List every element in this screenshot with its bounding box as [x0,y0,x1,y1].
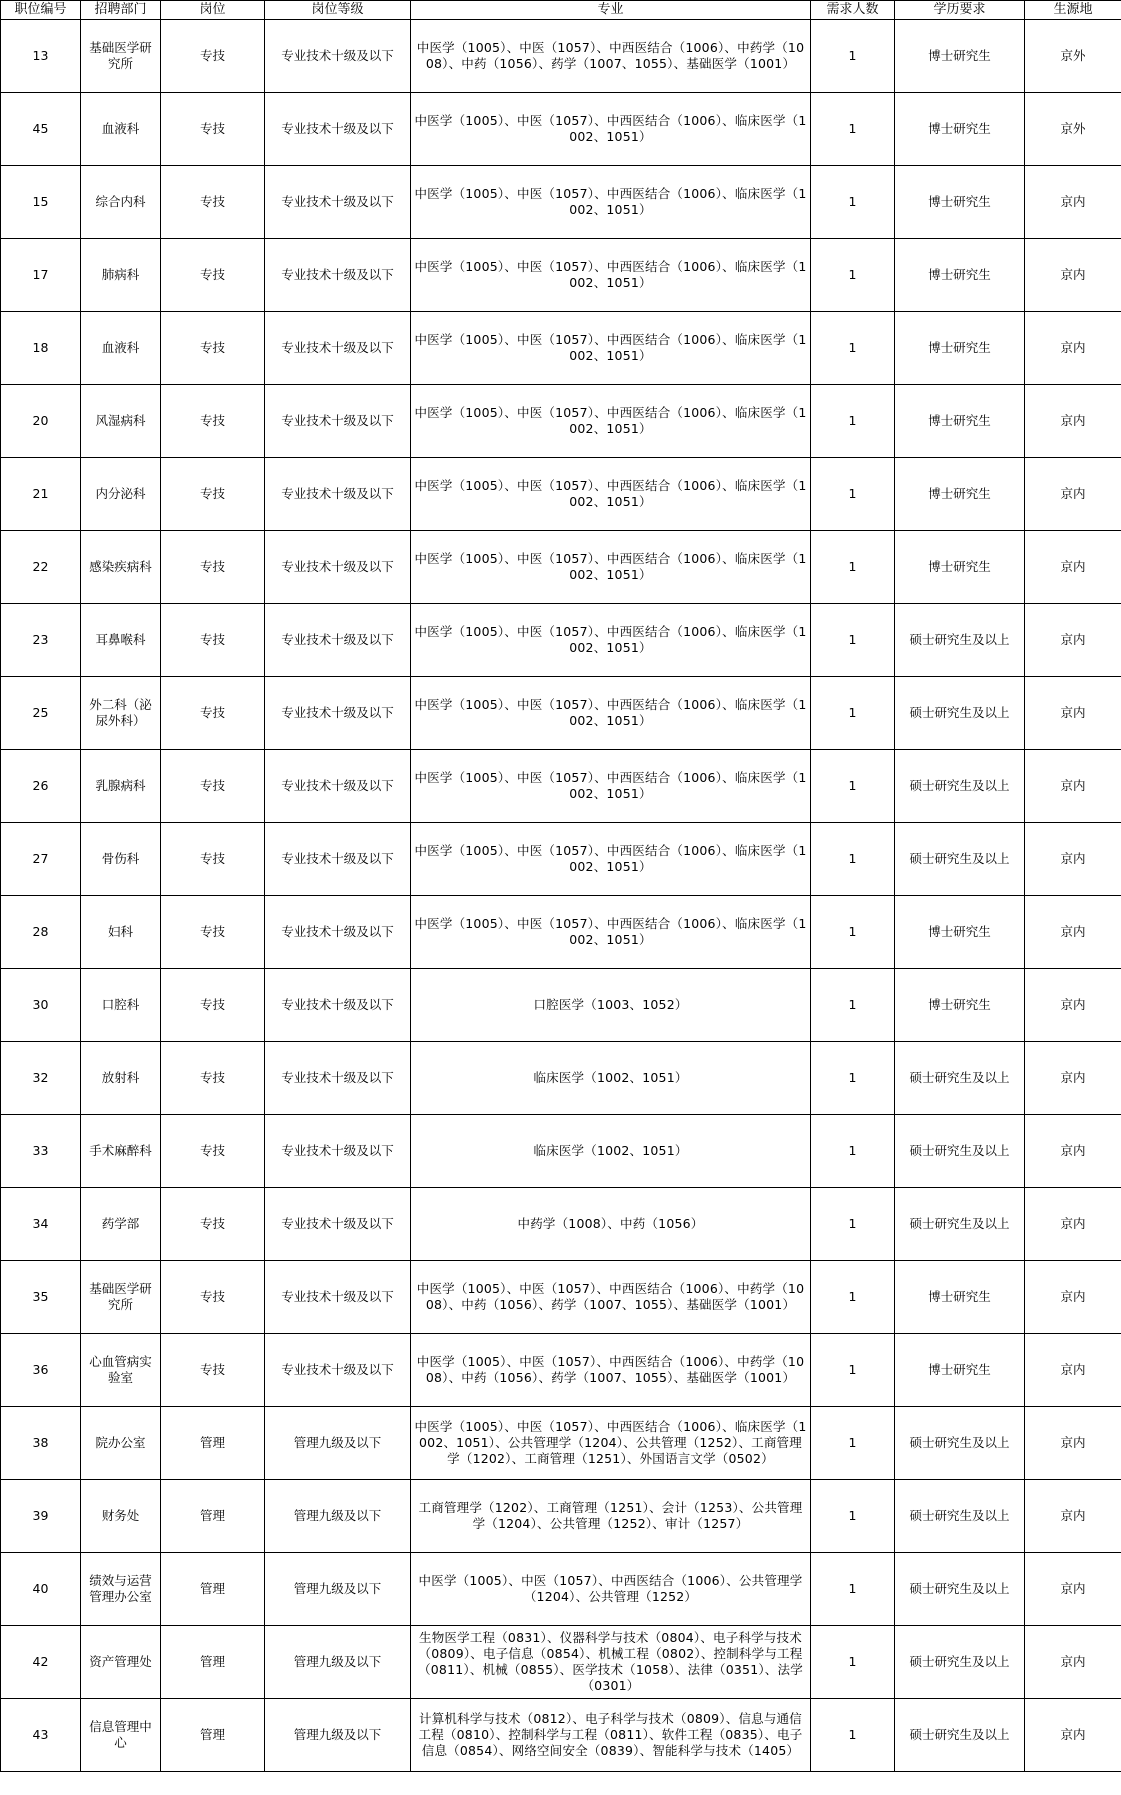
cell-count: 1 [811,677,895,750]
cell-post: 专技 [161,385,265,458]
cell-dept: 耳鼻喉科 [81,604,161,677]
table-row [1,20,1121,93]
cell-level: 管理九级及以下 [265,1553,411,1626]
cell-edu: 硕士研究生及以上 [895,1480,1025,1553]
cell-count: 1 [811,458,895,531]
header-edu: 学历要求 [895,1,1025,20]
cell-dept: 财务处 [81,1480,161,1553]
cell-id: 27 [1,823,81,896]
cell-major: 口腔医学（1003、1052） [411,969,811,1042]
cell-edu: 博士研究生 [895,166,1025,239]
cell-origin: 京内 [1025,750,1121,823]
cell-id: 26 [1,750,81,823]
cell-count: 1 [811,1699,895,1772]
cell-id: 34 [1,1188,81,1261]
cell-post: 专技 [161,531,265,604]
cell-dept: 基础医学研究所 [81,20,161,93]
cell-id: 45 [1,93,81,166]
cell-level: 专业技术十级及以下 [265,93,411,166]
cell-origin: 京内 [1025,677,1121,750]
cell-post: 管理 [161,1407,265,1480]
cell-origin: 京内 [1025,1699,1121,1772]
cell-level: 专业技术十级及以下 [265,823,411,896]
cell-origin: 京内 [1025,1261,1121,1334]
cell-level: 专业技术十级及以下 [265,385,411,458]
cell-dept: 基础医学研究所 [81,1261,161,1334]
cell-dept: 血液科 [81,312,161,385]
cell-count: 1 [811,604,895,677]
cell-level: 专业技术十级及以下 [265,312,411,385]
header-dept: 招聘部门 [81,1,161,20]
cell-post: 管理 [161,1480,265,1553]
cell-id: 22 [1,531,81,604]
cell-major: 计算机科学与技术（0812）、电子科学与技术（0809）、信息与通信工程（0810）、控制科学与工程（0811）、软件工程（0835）、电子信息（0854）、网络空间安全（0839）、智能科学与技术（1405） [411,1699,811,1772]
table-row [1,896,1121,969]
table-row [1,1115,1121,1188]
cell-origin: 京内 [1025,823,1121,896]
cell-post: 专技 [161,823,265,896]
cell-origin: 京内 [1025,1115,1121,1188]
cell-post: 专技 [161,239,265,312]
cell-origin: 京内 [1025,896,1121,969]
table-body [1,20,1121,1772]
cell-origin: 京内 [1025,531,1121,604]
cell-dept: 肺病科 [81,239,161,312]
cell-post: 管理 [161,1626,265,1699]
cell-count: 1 [811,1407,895,1480]
cell-post: 管理 [161,1699,265,1772]
cell-edu: 博士研究生 [895,1334,1025,1407]
cell-major: 工商管理学（1202）、工商管理（1251）、会计（1253）、公共管理学（1204）、公共管理（1252）、审计（1257） [411,1480,811,1553]
cell-major: 生物医学工程（0831）、仪器科学与技术（0804）、电子科学与技术（0809）、电子信息（0854）、机械工程（0802）、控制科学与工程（0811）、机械（0855）、医学技术（1058）、法律（0351）、法学（0301） [411,1626,811,1699]
cell-dept: 信息管理中心 [81,1699,161,1772]
cell-count: 1 [811,969,895,1042]
cell-count: 1 [811,531,895,604]
cell-dept: 绩效与运营管理办公室 [81,1553,161,1626]
cell-count: 1 [811,1626,895,1699]
cell-count: 1 [811,1553,895,1626]
cell-id: 25 [1,677,81,750]
table-row [1,823,1121,896]
cell-id: 15 [1,166,81,239]
cell-count: 1 [811,1480,895,1553]
header-post: 岗位 [161,1,265,20]
cell-level: 专业技术十级及以下 [265,1261,411,1334]
cell-dept: 手术麻醉科 [81,1115,161,1188]
cell-dept: 乳腺病科 [81,750,161,823]
cell-count: 1 [811,1115,895,1188]
cell-count: 1 [811,896,895,969]
cell-edu: 博士研究生 [895,312,1025,385]
cell-major: 中医学（1005）、中医（1057）、中西医结合（1006）、临床医学（1002、1051） [411,531,811,604]
table-row [1,1042,1121,1115]
cell-major: 中药学（1008）、中药（1056） [411,1188,811,1261]
cell-post: 专技 [161,458,265,531]
cell-id: 42 [1,1626,81,1699]
cell-edu: 博士研究生 [895,385,1025,458]
cell-level: 专业技术十级及以下 [265,1042,411,1115]
cell-major: 中医学（1005）、中医（1057）、中西医结合（1006）、公共管理学（1204）、公共管理（1252） [411,1553,811,1626]
cell-origin: 京内 [1025,1480,1121,1553]
cell-post: 专技 [161,312,265,385]
cell-dept: 药学部 [81,1188,161,1261]
cell-post: 专技 [161,604,265,677]
cell-edu: 博士研究生 [895,969,1025,1042]
cell-count: 1 [811,239,895,312]
cell-origin: 京外 [1025,93,1121,166]
cell-origin: 京内 [1025,385,1121,458]
cell-id: 23 [1,604,81,677]
table-row [1,312,1121,385]
cell-post: 专技 [161,1042,265,1115]
cell-edu: 博士研究生 [895,896,1025,969]
table-row [1,1626,1121,1699]
cell-dept: 内分泌科 [81,458,161,531]
cell-dept: 放射科 [81,1042,161,1115]
table-row [1,1188,1121,1261]
cell-major: 中医学（1005）、中医（1057）、中西医结合（1006）、中药学（1008）、中药（1056）、药学（1007、1055）、基础医学（1001） [411,1334,811,1407]
cell-major: 中医学（1005）、中医（1057）、中西医结合（1006）、临床医学（1002、1051） [411,458,811,531]
cell-dept: 风湿病科 [81,385,161,458]
cell-dept: 感染疾病科 [81,531,161,604]
header-major: 专业 [411,1,811,20]
cell-id: 17 [1,239,81,312]
cell-origin: 京内 [1025,312,1121,385]
cell-origin: 京内 [1025,604,1121,677]
cell-id: 13 [1,20,81,93]
cell-edu: 硕士研究生及以上 [895,1042,1025,1115]
header-id: 职位编号 [1,1,81,20]
cell-level: 专业技术十级及以下 [265,1188,411,1261]
cell-level: 管理九级及以下 [265,1407,411,1480]
cell-level: 专业技术十级及以下 [265,604,411,677]
cell-id: 43 [1,1699,81,1772]
cell-count: 1 [811,93,895,166]
cell-major: 临床医学（1002、1051） [411,1115,811,1188]
table-header-row [1,1,1121,20]
table-row [1,93,1121,166]
cell-level: 专业技术十级及以下 [265,458,411,531]
cell-count: 1 [811,1042,895,1115]
cell-major: 中医学（1005）、中医（1057）、中西医结合（1006）、中药学（1008）、中药（1056）、药学（1007、1055）、基础医学（1001） [411,1261,811,1334]
cell-edu: 硕士研究生及以上 [895,1188,1025,1261]
table-row [1,239,1121,312]
cell-edu: 硕士研究生及以上 [895,1553,1025,1626]
cell-major: 中医学（1005）、中医（1057）、中西医结合（1006）、临床医学（1002、1051） [411,312,811,385]
cell-post: 管理 [161,1553,265,1626]
cell-major: 中医学（1005）、中医（1057）、中西医结合（1006）、临床医学（1002、1051） [411,823,811,896]
cell-id: 36 [1,1334,81,1407]
cell-level: 专业技术十级及以下 [265,239,411,312]
cell-level: 专业技术十级及以下 [265,531,411,604]
cell-level: 管理九级及以下 [265,1699,411,1772]
cell-id: 21 [1,458,81,531]
table-row [1,1407,1121,1480]
cell-count: 1 [811,166,895,239]
table-row [1,750,1121,823]
cell-level: 专业技术十级及以下 [265,969,411,1042]
cell-edu: 博士研究生 [895,1261,1025,1334]
cell-major: 中医学（1005）、中医（1057）、中西医结合（1006）、临床医学（1002、1051） [411,677,811,750]
cell-count: 1 [811,312,895,385]
cell-level: 管理九级及以下 [265,1480,411,1553]
cell-count: 1 [811,20,895,93]
table-row [1,1553,1121,1626]
cell-dept: 院办公室 [81,1407,161,1480]
table-row [1,166,1121,239]
cell-level: 专业技术十级及以下 [265,1334,411,1407]
cell-origin: 京内 [1025,1407,1121,1480]
cell-id: 32 [1,1042,81,1115]
cell-level: 专业技术十级及以下 [265,896,411,969]
cell-major: 中医学（1005）、中医（1057）、中西医结合（1006）、临床医学（1002、1051） [411,385,811,458]
cell-edu: 博士研究生 [895,239,1025,312]
cell-major: 中医学（1005）、中医（1057）、中西医结合（1006）、临床医学（1002、1051） [411,604,811,677]
cell-count: 1 [811,1334,895,1407]
cell-edu: 硕士研究生及以上 [895,1699,1025,1772]
table-row [1,1261,1121,1334]
cell-id: 40 [1,1553,81,1626]
cell-id: 38 [1,1407,81,1480]
table-row [1,604,1121,677]
cell-edu: 硕士研究生及以上 [895,1407,1025,1480]
table-row [1,1699,1121,1772]
cell-post: 专技 [161,166,265,239]
cell-origin: 京内 [1025,969,1121,1042]
cell-level: 专业技术十级及以下 [265,20,411,93]
cell-post: 专技 [161,750,265,823]
table-row [1,1480,1121,1553]
cell-post: 专技 [161,20,265,93]
cell-edu: 硕士研究生及以上 [895,1115,1025,1188]
cell-count: 1 [811,1188,895,1261]
cell-dept: 骨伤科 [81,823,161,896]
cell-post: 专技 [161,1115,265,1188]
cell-count: 1 [811,823,895,896]
table-row [1,677,1121,750]
cell-id: 39 [1,1480,81,1553]
cell-id: 33 [1,1115,81,1188]
cell-major: 中医学（1005）、中医（1057）、中西医结合（1006）、临床医学（1002、1051） [411,239,811,312]
cell-post: 专技 [161,969,265,1042]
cell-post: 专技 [161,896,265,969]
cell-level: 专业技术十级及以下 [265,677,411,750]
cell-edu: 硕士研究生及以上 [895,1626,1025,1699]
table-row [1,385,1121,458]
cell-level: 专业技术十级及以下 [265,1115,411,1188]
cell-edu: 硕士研究生及以上 [895,750,1025,823]
cell-dept: 综合内科 [81,166,161,239]
cell-origin: 京内 [1025,166,1121,239]
cell-post: 专技 [161,677,265,750]
cell-origin: 京内 [1025,1626,1121,1699]
cell-dept: 资产管理处 [81,1626,161,1699]
cell-dept: 口腔科 [81,969,161,1042]
cell-major: 临床医学（1002、1051） [411,1042,811,1115]
header-count: 需求人数 [811,1,895,20]
cell-edu: 博士研究生 [895,531,1025,604]
cell-edu: 硕士研究生及以上 [895,823,1025,896]
cell-major: 中医学（1005）、中医（1057）、中西医结合（1006）、临床医学（1002、1051） [411,896,811,969]
cell-dept: 血液科 [81,93,161,166]
table-row [1,458,1121,531]
cell-id: 18 [1,312,81,385]
cell-level: 专业技术十级及以下 [265,166,411,239]
cell-major: 中医学（1005）、中医（1057）、中西医结合（1006）、中药学（1008）、中药（1056）、药学（1007、1055）、基础医学（1001） [411,20,811,93]
cell-count: 1 [811,385,895,458]
cell-origin: 京内 [1025,1042,1121,1115]
cell-major: 中医学（1005）、中医（1057）、中西医结合（1006）、临床医学（1002、1051） [411,93,811,166]
cell-origin: 京外 [1025,20,1121,93]
cell-edu: 博士研究生 [895,20,1025,93]
cell-id: 20 [1,385,81,458]
cell-edu: 博士研究生 [895,93,1025,166]
cell-id: 28 [1,896,81,969]
cell-major: 中医学（1005）、中医（1057）、中西医结合（1006）、临床医学（1002、1051）、公共管理学（1204）、公共管理（1252）、工商管理学（1202）、工商管理（1251）、外国语言文学（0502） [411,1407,811,1480]
cell-edu: 博士研究生 [895,458,1025,531]
cell-count: 1 [811,750,895,823]
cell-major: 中医学（1005）、中医（1057）、中西医结合（1006）、临床医学（1002、1051） [411,166,811,239]
cell-level: 管理九级及以下 [265,1626,411,1699]
cell-origin: 京内 [1025,1334,1121,1407]
cell-level: 专业技术十级及以下 [265,750,411,823]
table-row [1,1334,1121,1407]
cell-edu: 硕士研究生及以上 [895,604,1025,677]
cell-post: 专技 [161,93,265,166]
cell-dept: 妇科 [81,896,161,969]
cell-origin: 京内 [1025,239,1121,312]
cell-dept: 外二科（泌尿外科） [81,677,161,750]
table-row [1,531,1121,604]
cell-id: 30 [1,969,81,1042]
cell-post: 专技 [161,1261,265,1334]
cell-edu: 硕士研究生及以上 [895,677,1025,750]
table-row [1,969,1121,1042]
header-origin: 生源地 [1025,1,1121,20]
cell-origin: 京内 [1025,1553,1121,1626]
cell-origin: 京内 [1025,1188,1121,1261]
cell-dept: 心血管病实验室 [81,1334,161,1407]
cell-post: 专技 [161,1334,265,1407]
cell-major: 中医学（1005）、中医（1057）、中西医结合（1006）、临床医学（1002、1051） [411,750,811,823]
cell-origin: 京内 [1025,458,1121,531]
header-level: 岗位等级 [265,1,411,20]
cell-post: 专技 [161,1188,265,1261]
cell-id: 35 [1,1261,81,1334]
cell-count: 1 [811,1261,895,1334]
